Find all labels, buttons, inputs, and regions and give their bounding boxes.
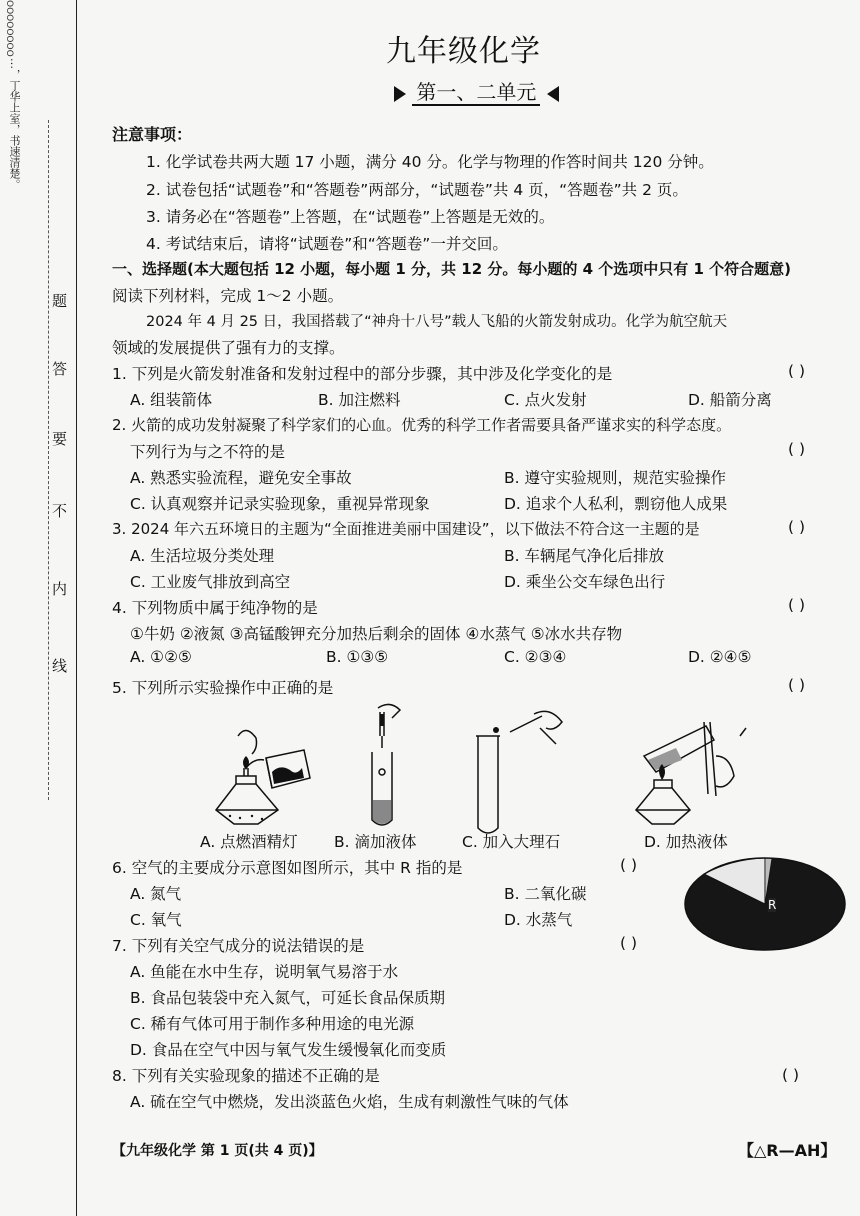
section-heading: 一、选择题(本大题包括 12 小题，每小题 1 分，共 12 分。每小题的 4 个选项中只有 1 个符合题意)	[112, 260, 791, 278]
note-item-2: 2. 试卷包括“试题卷”和“答题卷”两部分，“试题卷”共 4 页，“答题卷”共 2 页。	[146, 181, 688, 199]
unit-title: 第一、二单元	[394, 76, 559, 105]
q7-answer-paren: ( )	[620, 934, 638, 952]
q4-option-b: B. ①③⑤	[326, 648, 389, 666]
q5-stem: 5. 下列所示实验操作中正确的是	[112, 679, 334, 697]
page-title: 九年级化学	[386, 34, 541, 69]
margin-line	[76, 0, 77, 1216]
q5-option-d: D. 加热液体	[644, 833, 728, 851]
q5-answer-paren: ( )	[788, 676, 806, 694]
q1-option-d: D. 船箭分离	[688, 391, 772, 409]
footer-page-info: 【九年级化学 第 1 页(共 4 页)】	[112, 1143, 323, 1159]
note-item-1: 1. 化学试卷共两大题 17 小题，满分 40 分。化学与物理的作答时间共 120 分钟。	[146, 153, 714, 171]
q3-option-d: D. 乘坐公交车绿色出行	[504, 573, 666, 591]
q4-option-c: C. ②③④	[504, 648, 567, 666]
dropper-figure	[360, 700, 420, 830]
q6-stem: 6. 空气的主要成分示意图如图所示，其中 R 指的是	[112, 859, 463, 877]
seal-line	[48, 120, 49, 800]
adding-marble-figure	[470, 708, 570, 838]
q1-option-a: A. 组装箭体	[130, 391, 213, 409]
heating-liquid-figure	[630, 716, 760, 830]
q3-option-b: B. 车辆尾气净化后排放	[504, 547, 664, 565]
q2-option-d: D. 追求个人私利，剽窃他人成果	[504, 495, 728, 513]
q7-option-a: A. 鱼能在水中生存，说明氧气易溶于水	[130, 963, 399, 981]
margin-note: …，丁华上室，书速清楚。	[8, 58, 21, 190]
q3-answer-paren: ( )	[788, 518, 806, 536]
q1-option-b: B. 加注燃料	[318, 391, 401, 409]
q3-option-a: A. 生活垃圾分类处理	[130, 547, 275, 565]
passage-line-1: 2024 年 4 月 25 日，我国搭载了“神舟十八号”载人飞船的火箭发射成功。化学为航空航天	[146, 314, 728, 330]
notes-heading: 注意事项：	[112, 125, 193, 144]
q4-stem: 4. 下列物质中属于纯净物的是	[112, 599, 318, 617]
q2-stem-2: 下列行为与之不符的是	[130, 443, 286, 461]
q8-stem: 8. 下列有关实验现象的描述不正确的是	[112, 1067, 380, 1085]
footer-code: 【△R—AH】	[738, 1141, 837, 1160]
q8-option-a: A. 硫在空气中燃烧，发出淡蓝色火焰，生成有刺激性气味的气体	[130, 1093, 569, 1111]
q7-stem: 7. 下列有关空气成分的说法错误的是	[112, 937, 365, 955]
margin-char-nei: 内	[52, 580, 68, 598]
q4-option-a: A. ①②⑤	[130, 648, 192, 666]
q2-stem-1: 2. 火箭的成功发射凝聚了科学家们的心血。优秀的科学工作者需要具备严谨求实的科学态度。	[112, 416, 732, 434]
q8-answer-paren: ( )	[782, 1066, 800, 1084]
q6-answer-paren: ( )	[620, 856, 638, 874]
note-item-4: 4. 考试结束后，请将“试题卷”和“答题卷”一并交回。	[146, 235, 508, 253]
margin-char-bu: 不	[52, 502, 68, 520]
note-item-3: 3. 请务必在“答题卷”上答题，在“试题卷”上答题是无效的。	[146, 208, 555, 226]
right-triangle-icon	[394, 86, 406, 102]
q1-answer-paren: ( )	[788, 362, 806, 380]
q6-option-c: C. 氧气	[130, 911, 182, 929]
q3-stem: 3. 2024 年六五环境日的主题为“全面推进美丽中国建设”，以下做法不符合这一主题的是	[112, 520, 700, 538]
binding-holes: OOOOOOOO	[4, 0, 14, 57]
q6-option-a: A. 氮气	[130, 885, 182, 903]
passage-line-2: 领域的发展提供了强有力的支撑。	[112, 339, 345, 357]
q7-option-b: B. 食品包装袋中充入氮气，可延长食品保质期	[130, 989, 445, 1007]
q6-option-d: D. 水蒸气	[504, 911, 573, 929]
q4-answer-paren: ( )	[788, 596, 806, 614]
q6-option-b: B. 二氧化碳	[504, 885, 587, 903]
left-triangle-icon	[547, 86, 559, 102]
q1-stem: 1. 下列是火箭发射准备和发射过程中的部分步骤，其中涉及化学变化的是	[112, 365, 613, 383]
q2-option-b: B. 遵守实验规则，规范实验操作	[504, 469, 726, 487]
alcohol-lamp-lighting-figure	[206, 718, 326, 828]
margin-char-ti: 题	[52, 292, 68, 310]
q3-option-c: C. 工业废气排放到高空	[130, 573, 291, 591]
margin-char-da: 答	[52, 360, 68, 378]
q7-option-d: D. 食品在空气中因与氧气发生缓慢氧化而变质	[130, 1041, 447, 1059]
margin-char-xian: 线	[52, 657, 68, 675]
q4-option-d: D. ②④⑤	[688, 648, 752, 666]
q5-option-a: A. 点燃酒精灯	[200, 833, 298, 851]
q5-option-b: B. 滴加液体	[334, 833, 417, 851]
q1-option-c: C. 点火发射	[504, 391, 587, 409]
q2-option-a: A. 熟悉实验流程，避免安全事故	[130, 469, 352, 487]
reading-intro: 阅读下列材料，完成 1～2 小题。	[112, 287, 344, 305]
margin-char-yao: 要	[52, 430, 68, 448]
q4-items: ①牛奶 ②液氮 ③高锰酸钾充分加热后剩余的固体 ④水蒸气 ⑤冰水共存物	[130, 625, 623, 643]
air-composition-pie-figure	[682, 854, 848, 954]
q2-answer-paren: ( )	[788, 440, 806, 458]
q5-option-c: C. 加入大理石	[462, 833, 561, 851]
pie-label-r: R	[768, 898, 777, 912]
q2-option-c: C. 认真观察并记录实验现象，重视异常现象	[130, 495, 430, 513]
q7-option-c: C. 稀有气体可用于制作多种用途的电光源	[130, 1015, 415, 1033]
